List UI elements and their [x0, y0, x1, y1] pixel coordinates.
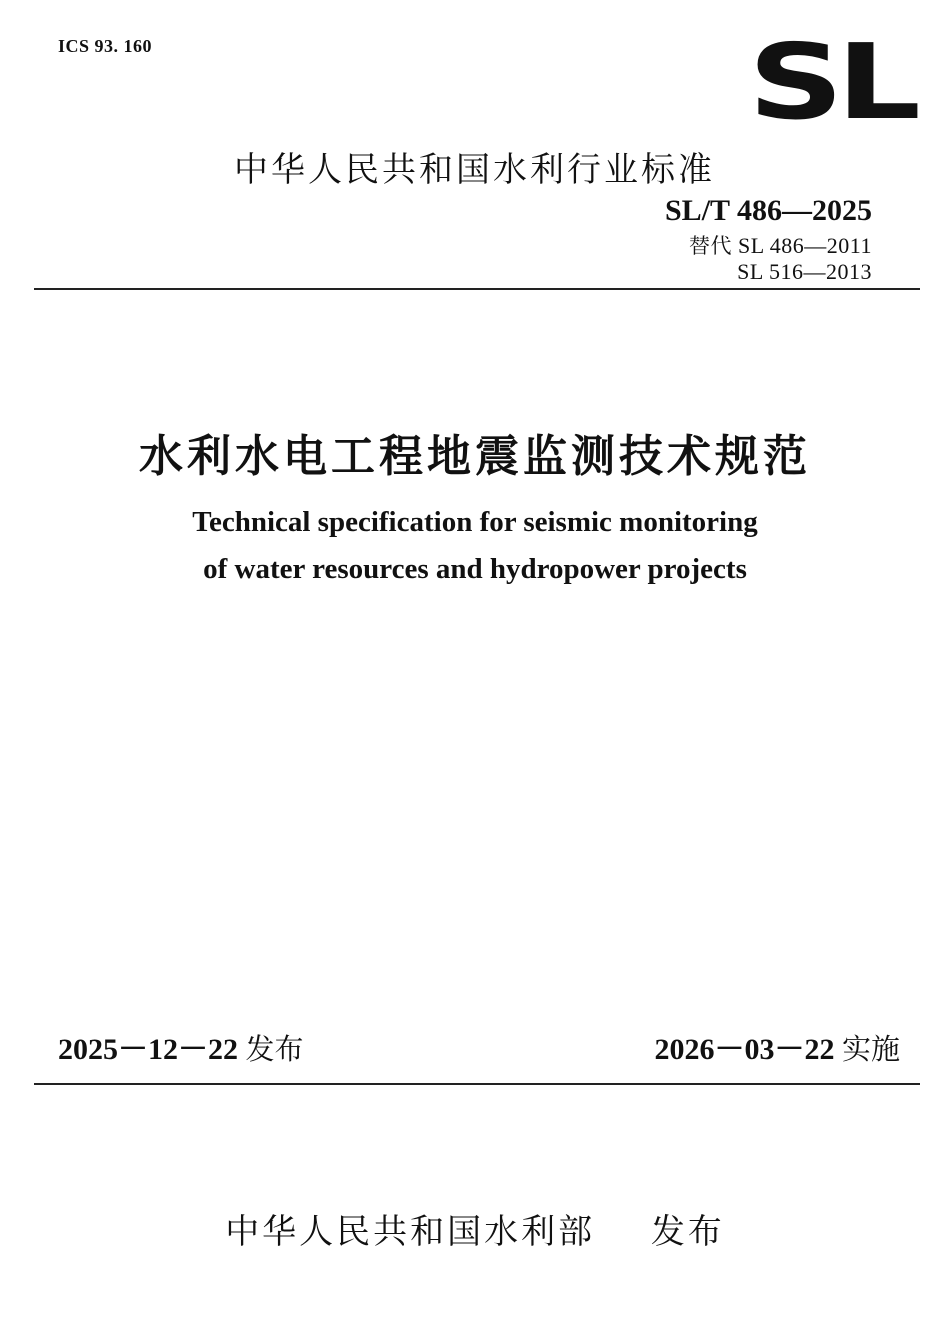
- replaces-label: 替代: [688, 234, 732, 258]
- issue-label: 发布: [245, 1032, 304, 1066]
- document-title-english-line-2: of water resources and hydropower projects: [203, 553, 747, 585]
- document-title-english-line-1: Technical specification for seismic monitoring: [192, 506, 758, 538]
- document-title-chinese: 水利水电工程地震监测技术规范: [139, 431, 811, 482]
- replaced-standard-2: SL 516—2013: [737, 259, 872, 284]
- sl-logo: SL: [748, 21, 914, 143]
- top-divider: [34, 288, 920, 290]
- implementation-label: 实施: [841, 1032, 900, 1066]
- industry-standard-heading: 中华人民共和国水利行业标准: [234, 150, 715, 190]
- publisher-name: 中华人民共和国水利部: [225, 1212, 596, 1252]
- implementation-date-block: [654, 1024, 900, 1068]
- publisher-line: [0, 1204, 950, 1253]
- replaced-standard-1: SL 486—2011: [737, 233, 872, 258]
- standard-number: SL/T 486—2025: [665, 194, 872, 227]
- issue-date: 2025－12－22: [58, 1033, 238, 1066]
- publish-label: 发布: [650, 1212, 725, 1252]
- ics-code: ICS 93. 160: [58, 36, 153, 56]
- implementation-date: 2026－03－22: [654, 1033, 835, 1066]
- issue-date-block: [58, 1024, 304, 1068]
- bottom-divider: [34, 1083, 920, 1085]
- replaces-line-1: [689, 230, 872, 260]
